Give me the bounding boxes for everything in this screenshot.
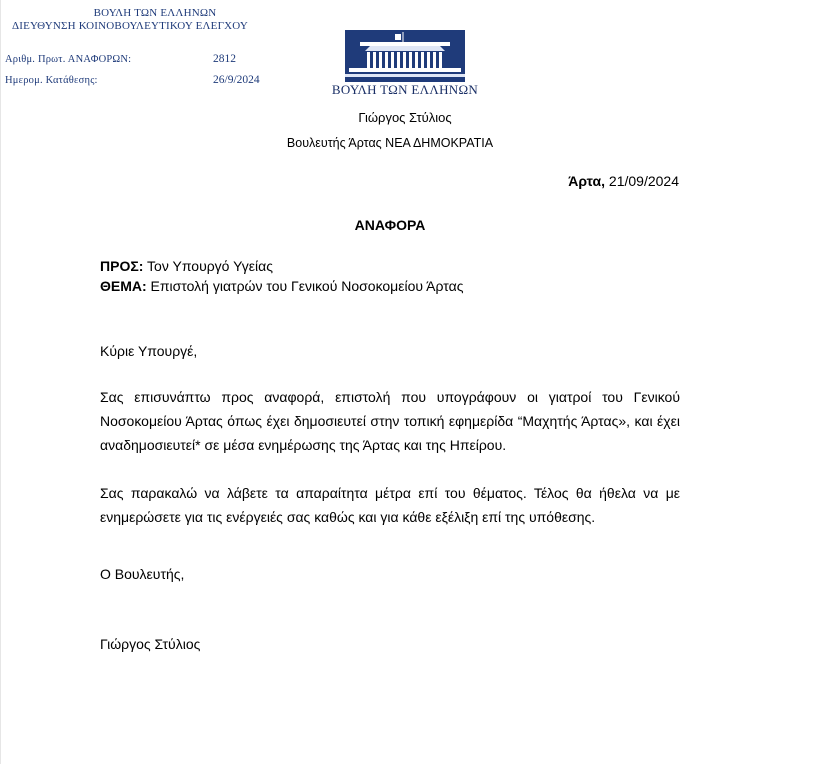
- closing-title: Ο Βουλευτής,: [100, 566, 185, 582]
- sender-role: Βουλευτής Άρτας ΝΕΑ ΔΗΜΟΚΡΑΤΙΑ: [286, 136, 494, 150]
- body-paragraph-2: Σας παρακαλώ να λάβετε τα απαραίτητα μέτρα επί του θέματος. Τέλος θα ήθελα να με ενημερώσετε για τις ενέργειές σας καθώς και για κάθε εξέλιξη επί της υπόθεσης.: [100, 485, 680, 525]
- protocol-value: 2812: [213, 53, 236, 65]
- document-title: ΑΝΑΦΟΡΑ: [354, 217, 426, 233]
- logo-caption: ΒΟΥΛΗ ΤΩΝ ΕΛΛΗΝΩΝ: [331, 82, 479, 97]
- place: Άρτα,: [568, 173, 606, 189]
- subject-value: Επιστολή γιατρών του Γενικού Νοσοκομείου Άρτας: [146, 278, 464, 294]
- body-paragraph-1: Σας επισυνάπτω προς αναφορά, επιστολή που υπογράφουν οι γιατροί του Γενικού Νοσοκομείου Άρτας όπως έχει δημοσιευτεί στην τοπική εφημερίδα “Μαχητής Άρτας», και έχει αναδημοσιευτεί* σε μέσα ενημέρωσης της Άρτας και της Ηπείρου.: [100, 389, 680, 453]
- parliament-building-logo: [345, 30, 465, 82]
- filing-date-value: 26/9/2024: [213, 74, 260, 86]
- subject-label: ΘΕΜΑ:: [100, 278, 147, 294]
- recipient-label: ΠΡΟΣ:: [100, 258, 144, 274]
- protocol-label: Αριθμ. Πρωτ. ΑΝΑΦΟΡΩΝ:: [5, 54, 132, 65]
- recipient-value: Τον Υπουργό Υγείας: [143, 258, 273, 274]
- sender-name: Γιώργος Στύλιος: [358, 110, 452, 125]
- place-date: [568, 173, 679, 189]
- salutation: Κύριε Υπουργέ,: [100, 343, 198, 359]
- filing-date-label: Ημερομ. Κατάθεσης:: [5, 75, 98, 86]
- header-parliament: ΒΟΥΛΗ ΤΩΝ ΕΛΛΗΝΩΝ: [93, 7, 217, 19]
- date: 21/09/2024: [605, 173, 679, 189]
- signature-name: Γιώργος Στύλιος: [100, 636, 201, 652]
- recipient-line: [100, 258, 273, 274]
- subject-line: [100, 278, 463, 294]
- page-edge: [0, 0, 1, 764]
- header-directorate: ΔΙΕΥΘΥΝΣΗ ΚΟΙΝΟΒΟΥΛΕΥΤΙΚΟΥ ΕΛΕΓΧΟΥ: [11, 20, 249, 32]
